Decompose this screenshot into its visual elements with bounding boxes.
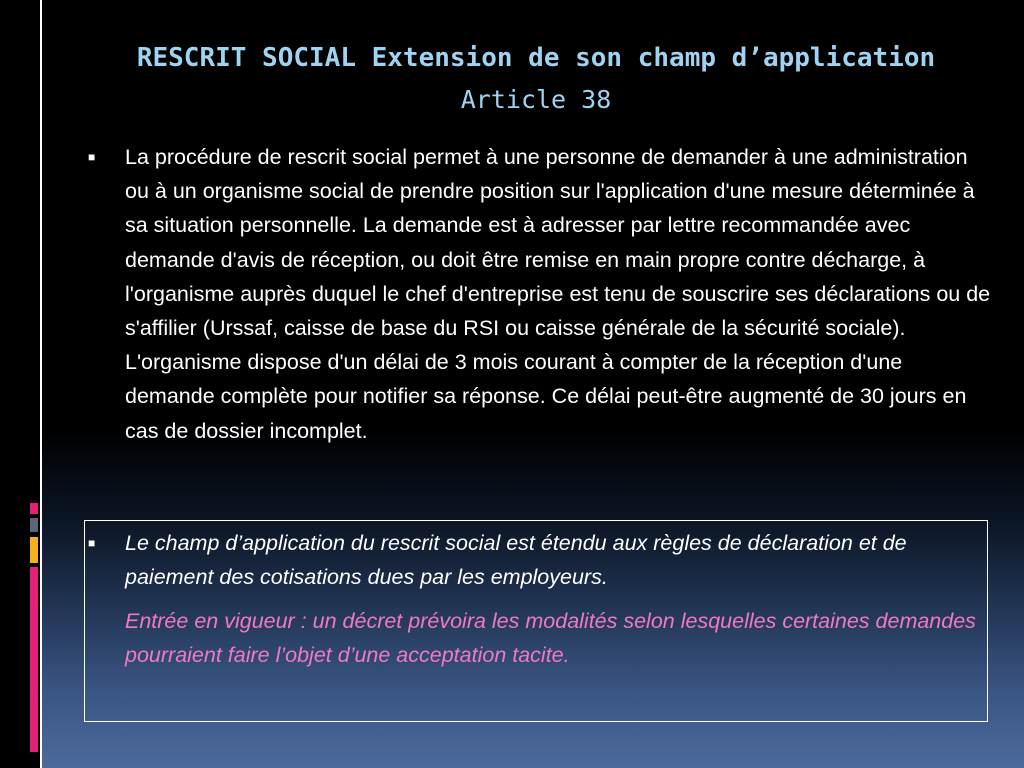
yellow-accent-bar	[30, 537, 38, 563]
gray-accent-bar	[30, 518, 38, 532]
left-decorative-strip	[0, 0, 42, 768]
bullet-extension	[88, 526, 991, 594]
bullet-procedure	[88, 140, 991, 448]
strip-edge-line	[40, 0, 42, 768]
slide-title	[80, 37, 992, 121]
bullet-extension-text: Le champ d’application du rescrit social est étendu aux règles de déclaration et de paiement des cotisations dues par les employeurs.	[125, 531, 907, 590]
bullet-procedure-text: La procédure de rescrit social permet à une personne de demander à une administration ou à un organisme social de prendre position sur l'application d'une mesure déterminée à sa situation personnelle. La demande est à adresser par lettre recommandée avec demande d'avis de réception, ou doit être remise en main propre contre décharge, à l'organisme auprès duquel le chef d'entreprise est tenu de souscrire ses déclarations ou de s'affilier (Urssaf, caisse de base du RSI ou caisse générale de la sécurité sociale). L'organisme dispose d'un délai de 3 mois courant à compter de la réception d'une demande complète pour notifier sa réponse. Ce délai peut-être augmenté de 30 jours en cas de dossier incomplet.	[125, 145, 991, 443]
entry-into-force-note: Entrée en vigueur : un décret prévoira les modalités selon lesquelles certaines demandes pourraient faire l’objet d’une acceptation tacite.	[125, 609, 976, 668]
square-bullet-icon: ■	[88, 536, 96, 550]
pink-accent-bar-small	[30, 503, 38, 514]
title-line-2: Article 38	[460, 85, 612, 114]
square-bullet-icon: ■	[88, 150, 96, 164]
title-line-1: RESCRIT SOCIAL Extension de son champ d’application	[136, 43, 936, 73]
pink-accent-bar-long	[30, 567, 38, 752]
